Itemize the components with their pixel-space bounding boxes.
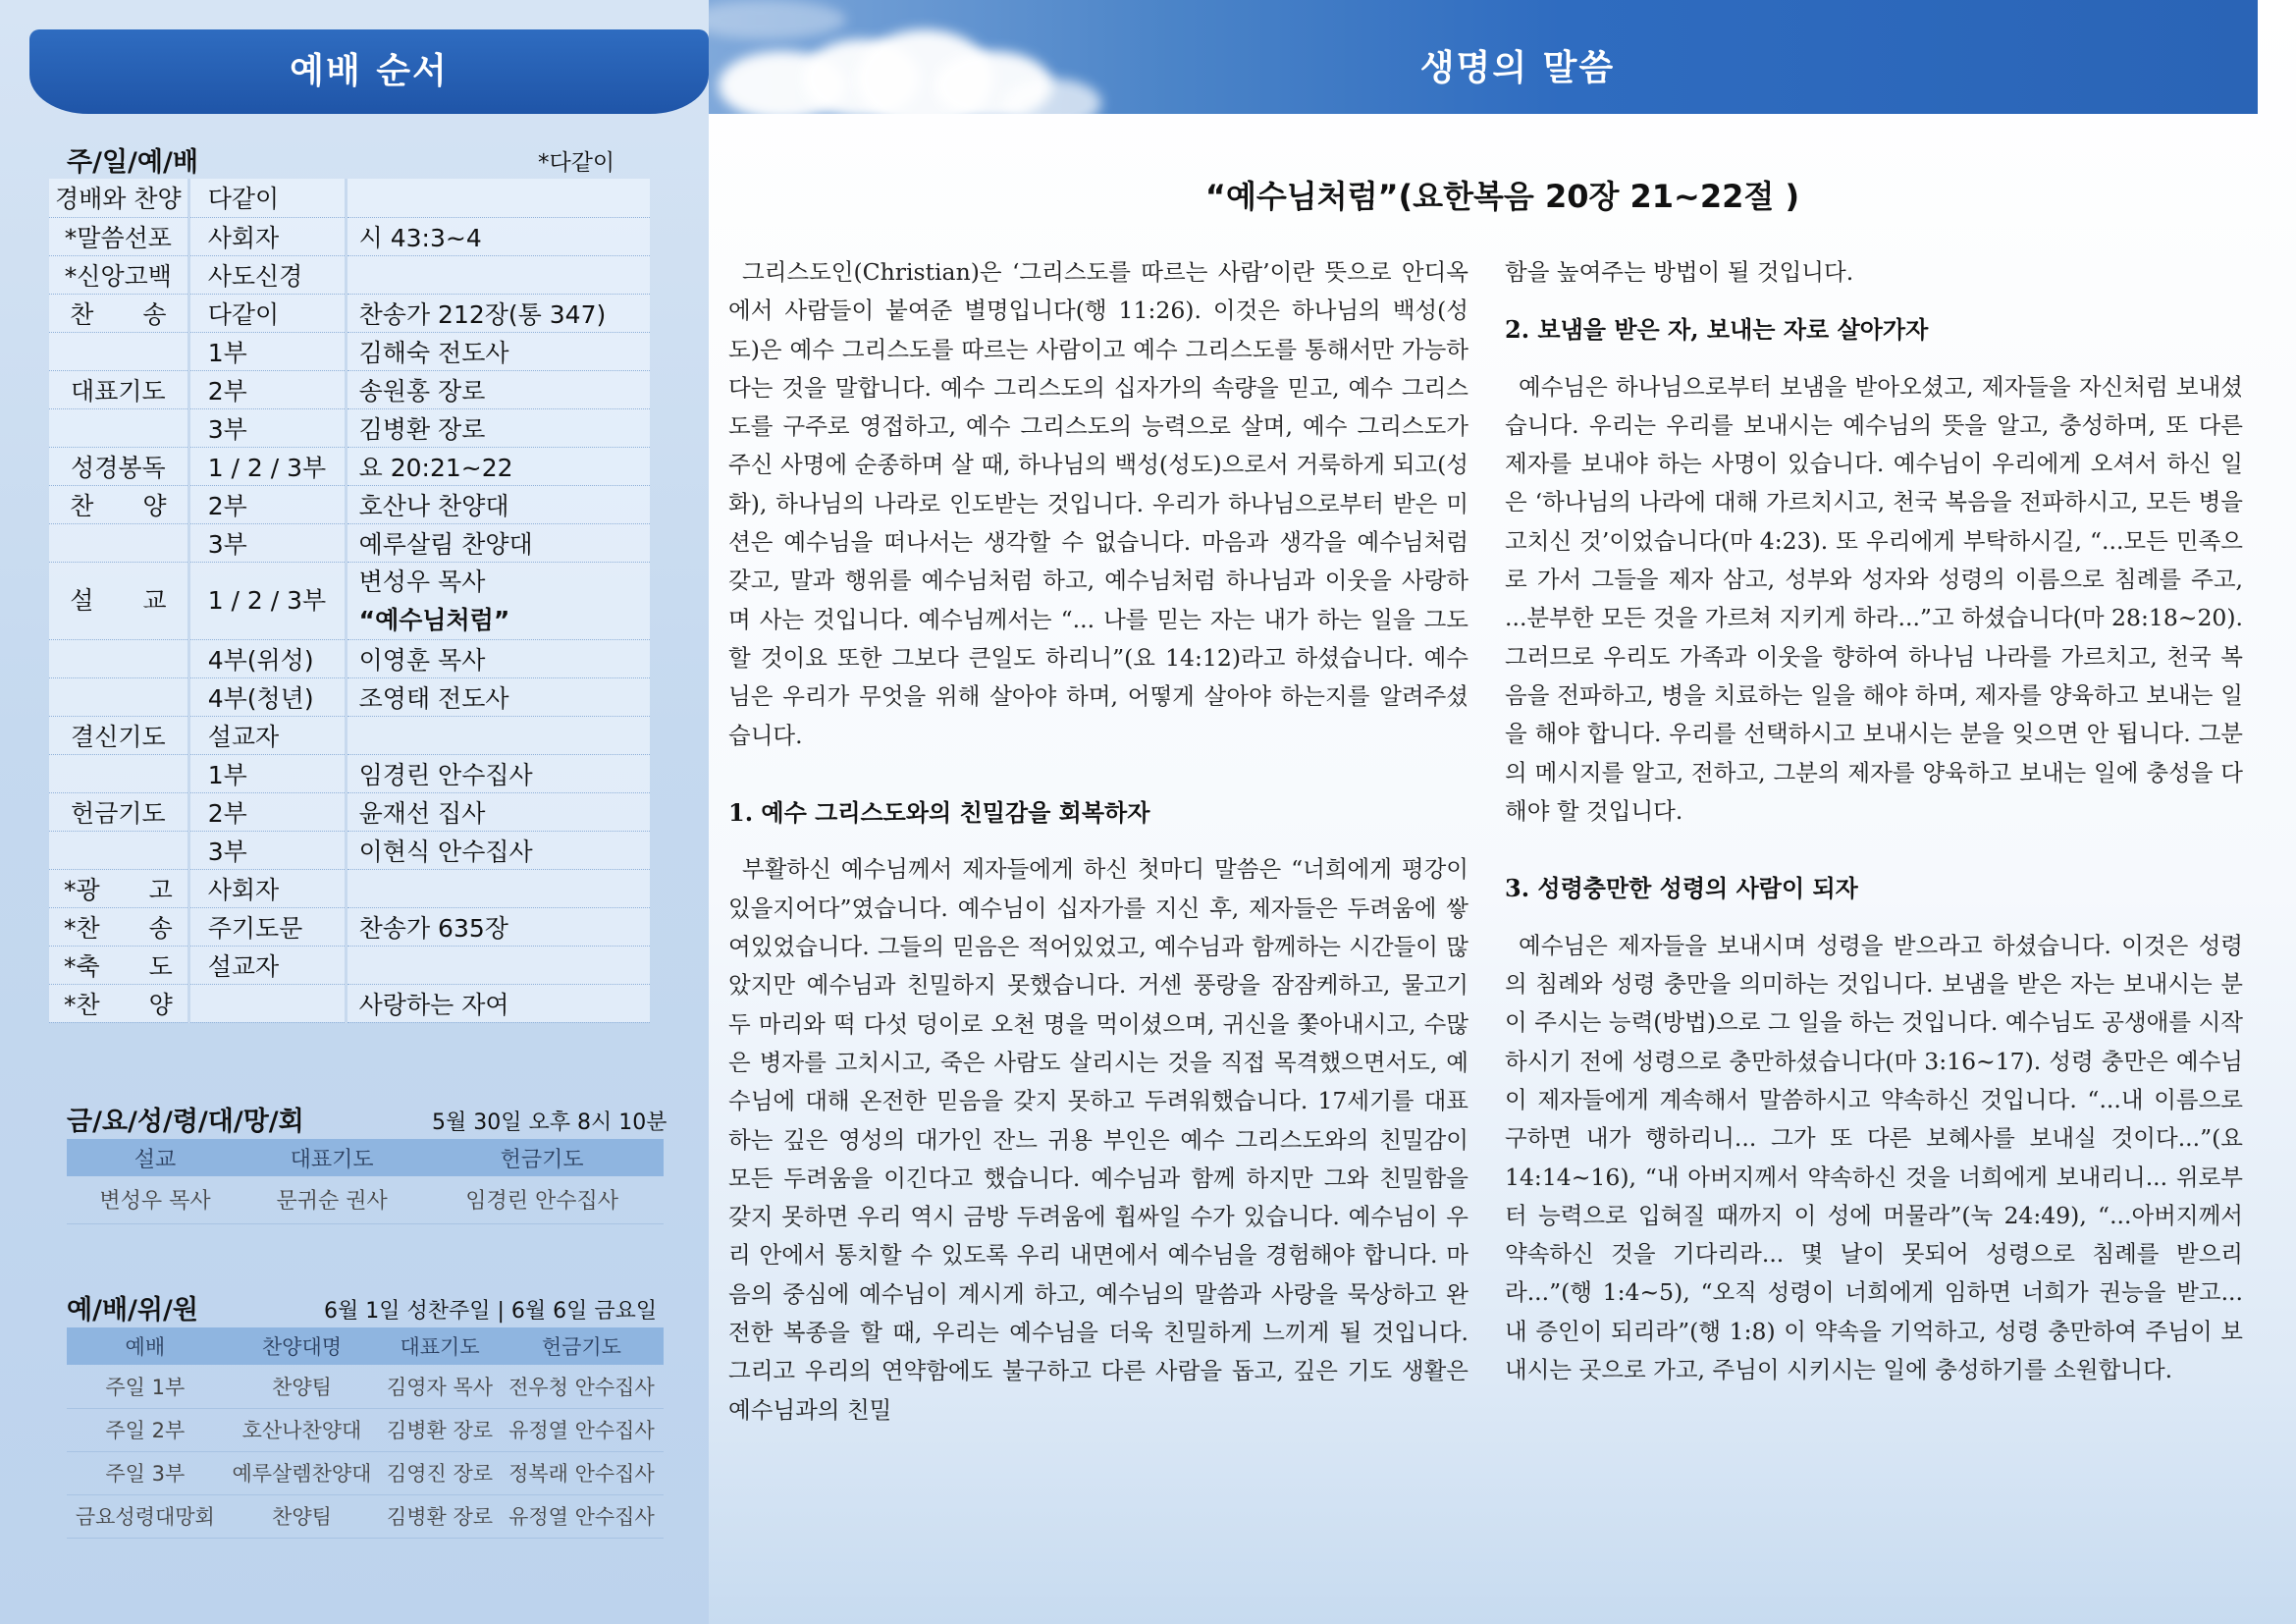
sunday-note: *다같이	[538, 150, 615, 176]
order-detail: 사랑하는 자여	[346, 984, 650, 1022]
order-detail: 조영태 전도사	[346, 677, 650, 716]
order-row	[49, 485, 650, 523]
sermon-paragraph: 함을 높여주는 방법이 될 것입니다.	[1505, 258, 1854, 286]
committee-title: 예/배/위/원	[67, 1295, 198, 1326]
table-cell: 문귀순 권사	[243, 1176, 420, 1223]
order-detail	[346, 255, 650, 294]
order-leader: 3부	[188, 408, 346, 447]
order-leader: 2부	[188, 792, 346, 831]
table-cell: 유정열 안수집사	[500, 1408, 664, 1451]
table-cell: 정복래 안수집사	[500, 1451, 664, 1494]
order-row	[49, 179, 650, 217]
order-row	[49, 639, 650, 677]
order-item	[49, 677, 188, 716]
order-detail: 윤재선 집사	[346, 792, 650, 831]
table-cell: 전우청 안수집사	[500, 1365, 664, 1408]
table-header-row	[67, 1327, 664, 1365]
order-leader: 1부	[188, 754, 346, 792]
order-item: *광 고	[49, 869, 188, 907]
order-detail: 시 43:3~4	[346, 217, 650, 255]
table-row	[67, 1176, 664, 1223]
order-item	[49, 332, 188, 370]
sermon-section-title: 생명의 말씀	[1419, 48, 1616, 88]
sermon-column-right	[1505, 253, 2243, 1389]
column-header: 찬양대명	[224, 1327, 381, 1365]
order-row	[49, 984, 650, 1022]
order-detail	[346, 946, 650, 984]
sunday-worship-title: 주/일/예/배	[67, 147, 198, 178]
order-detail: 임경린 안수집사	[346, 754, 650, 792]
order-detail: 요 20:21~22	[346, 447, 650, 485]
order-row	[49, 255, 650, 294]
worship-order-header: 예배 순서	[29, 29, 709, 114]
table-row	[67, 1451, 664, 1494]
order-detail: 찬송가 212장(통 347)	[346, 294, 650, 332]
column-header: 헌금기도	[500, 1327, 664, 1365]
table-cell: 주일 3부	[67, 1451, 224, 1494]
order-detail	[346, 716, 650, 754]
order-item: 대표기도	[49, 370, 188, 408]
column-header: 설교	[67, 1139, 243, 1176]
column-header: 예배	[67, 1327, 224, 1365]
table-cell: 찬양팀	[224, 1494, 381, 1538]
order-leader: 설교자	[188, 946, 346, 984]
order-leader: 2부	[188, 370, 346, 408]
table-row	[67, 1408, 664, 1451]
column-header: 대표기도	[243, 1139, 420, 1176]
order-leader: 4부(청년)	[188, 677, 346, 716]
order-item: *말씀선포	[49, 217, 188, 255]
order-row	[49, 294, 650, 332]
order-item	[49, 523, 188, 562]
order-row	[49, 217, 650, 255]
sermon-paragraph: 그리스도인(Christian)은 ‘그리스도를 따르는 사람’이란 뜻으로 안디옥에서 사람들이 붙여준 별명입니다(행 11:26). 이것은 하나님의 백성(성도)은 예수 그리스도를 따르는 사람이고 예수 그리스도를 통해서만 가능하다는 것을 말합니다. 예수 그리스도의 십자가의 속량을 믿고, 예수 그리스도를 구주로 영접하고, 예수 그리스도의 능력으로 살며, 예수 그리스도가 주신 사명에 순종하며 살 때, 하나님의 백성(성도)으로서 거룩하게 되고(성화), 하나님의 나라로 인도받는 것입니다. 우리가 하나님으로부터 받은 미션은 예수님을 떠나서는 생각할 수 없습니다. 마음과 생각을 예수님처럼 갖고, 말과 행위를 예수님처럼 하고, 예수님처럼 하나님과 이웃을 사랑하며 사는 것입니다. 예수님께서는 “... 나를 믿는 자는 내가 하는 일을 그도 할 것이요 또한 그보다 큰일도 하리니”(요 14:12)라고 하셨습니다. 예수님은 우리가 무엇을 위해 살아야 하며, 어떻게 살아야 하는지를 알려주셨습니다.	[728, 258, 1468, 749]
order-leader: 1 / 2 / 3부	[188, 447, 346, 485]
spacer	[1505, 350, 2243, 368]
order-row	[49, 754, 650, 792]
order-detail: 송원홍 장로	[346, 370, 650, 408]
table-cell: 임경린 안수집사	[420, 1176, 664, 1223]
order-item: *신앙고백	[49, 255, 188, 294]
order-detail: 예루살림 찬양대	[346, 523, 650, 562]
table-cell: 예루살렘찬양대	[224, 1451, 381, 1494]
spacer	[1505, 292, 2243, 310]
order-leader: 3부	[188, 523, 346, 562]
table-cell: 변성우 목사	[67, 1176, 243, 1223]
sermon-column-left	[728, 253, 1468, 1430]
order-item: *찬 송	[49, 907, 188, 946]
order-row	[49, 792, 650, 831]
order-row	[49, 831, 650, 869]
spacer	[728, 832, 1468, 850]
order-item	[49, 831, 188, 869]
order-row	[49, 907, 650, 946]
table-row	[67, 1494, 664, 1538]
sermon-paragraph: 부활하신 예수님께서 제자들에게 하신 첫마디 말씀은 “너희에게 평강이 있을지어다”였습니다. 예수님이 십자가를 지신 후, 제자들은 두려움에 쌓여있었습니다. 그들의 믿음은 적어있었고, 예수님과 함께하는 시간들이 많았지만 예수님과 친밀하지 못했습니다. 거센 풍랑을 잠잠케하고, 물고기 두 마리와 떡 다섯 덩이로 오천 명을 먹이셨으며, 귀신을 쫓아내시고, 수많은 병자를 고치시고, 죽은 사람도 살리시는 것을 직접 목격했으면서도, 예수님에 대해 온전한 믿음을 갖지 못하고 두려워했습니다. 17세기를 대표하는 깊은 영성의 대가인 잔느 귀용 부인은 예수 그리스도와의 친밀감이 모든 두려움을 이긴다고 했습니다. 예수님과 함께 하지만 그와 친밀함을 갖지 못하면 우리 역시 금방 두려움에 휩싸일 수가 있습니다. 예수님이 우리 안에서 통치할 수 있도록 우리 내면에서 예수님을 경험해야 합니다. 마음의 중심에 예수님이 계시게 하고, 예수님의 말씀과 사랑을 묵상하고 완전한 복종을 할 때, 우리는 예수님을 더욱 친밀하게 느끼게 될 것입니다. 그리고 우리의 연약함에도 불구하고 다른 사람을 돕고, 깊은 기도 생활은 예수님과의 친밀	[728, 855, 1468, 1424]
order-detail	[346, 179, 650, 217]
order-row	[49, 562, 650, 639]
spacer	[728, 755, 1468, 793]
order-leader	[188, 984, 346, 1022]
table-cell: 김병환 장로	[380, 1408, 500, 1451]
order-item: *찬 양	[49, 984, 188, 1022]
order-leader: 주기도문	[188, 907, 346, 946]
sermon-subheading: 2. 보냄을 받은 자, 보내는 자로 살아가자	[1505, 315, 1929, 345]
order-item: 설 교	[49, 562, 188, 639]
order-item	[49, 408, 188, 447]
order-leader: 사회자	[188, 217, 346, 255]
table-header-row	[67, 1139, 664, 1176]
order-detail: 김병환 장로	[346, 408, 650, 447]
table-cell: 김영자 목사	[380, 1365, 500, 1408]
order-detail	[346, 869, 650, 907]
order-leader: 3부	[188, 831, 346, 869]
column-header: 헌금기도	[420, 1139, 664, 1176]
order-item: 찬 송	[49, 294, 188, 332]
order-item: *축 도	[49, 946, 188, 984]
preacher-name: 변성우 목사	[358, 567, 486, 596]
order-item: 경배와 찬양	[49, 179, 188, 217]
order-row	[49, 677, 650, 716]
order-leader: 다같이	[188, 179, 346, 217]
table-row	[67, 1365, 664, 1408]
order-row	[49, 523, 650, 562]
table-cell: 김영진 장로	[380, 1451, 500, 1494]
order-row	[49, 716, 650, 754]
friday-service-title: 금/요/성/령/대/망/회	[67, 1107, 304, 1137]
order-item: 성경봉독	[49, 447, 188, 485]
order-item	[49, 639, 188, 677]
table-cell: 주일 1부	[67, 1365, 224, 1408]
order-row	[49, 332, 650, 370]
order-detail: 이영훈 목사	[346, 639, 650, 677]
order-leader: 사도신경	[188, 255, 346, 294]
sermon-paragraph: 예수님은 하나님으로부터 보냄을 받아오셨고, 제자들을 자신처럼 보내셨습니다. 우리는 우리를 보내시는 예수님의 뜻을 알고, 충성하며, 또 다른 제자를 보내야 하는 사명이 있습니다. 예수님이 우리에게 오셔서 하신 일은 ‘하나님의 나라에 대해 가르치시고, 천국 복음을 전파하시고, 모든 병을 고치신 것’이었습니다(마 4:23). 또 우리에게 부탁하시길, “...모든 민족으로 가서 그들을 제자 삼고, 성부와 성자와 성령의 이름으로 침례를 주고, ...분부한 모든 것을 가르쳐 지키게 하라...”고 하셨습니다(마 28:18~20). 그러므로 우리도 가족과 이웃을 향하여 하나님 나라를 가르치고, 천국 복음을 전파하고, 병을 치료하는 일을 해야 하며, 제자를 양육하고 보내는 일을 해야 합니다. 우리를 선택하시고 보내시는 분을 잊으면 안 됩니다. 그분의 메시지를 알고, 전하고, 그분의 제자를 양육하고 보내는 일에 충성을 다해야 할 것입니다.	[1505, 372, 2243, 825]
order-row	[49, 869, 650, 907]
order-item: 결신기도	[49, 716, 188, 754]
committee-date: 6월 1일 성찬주일 | 6월 6일 금요일	[324, 1299, 658, 1324]
order-item	[49, 754, 188, 792]
order-leader: 설교자	[188, 716, 346, 754]
table-cell: 호산나찬양대	[224, 1408, 381, 1451]
order-detail: 김해숙 전도사	[346, 332, 650, 370]
order-detail: 이현식 안수집사	[346, 831, 650, 869]
sermon-subheading: 3. 성령충만한 성령의 사람이 되자	[1505, 874, 1858, 903]
sunday-order-table	[49, 179, 650, 1023]
order-leader: 1부	[188, 332, 346, 370]
table-cell: 유정열 안수집사	[500, 1494, 664, 1538]
order-row	[49, 946, 650, 984]
sermon-cell	[346, 562, 650, 639]
sermon-title: “예수님처럼”(요한복음 20장 21~22절 )	[1204, 178, 1800, 215]
friday-service-table	[67, 1139, 664, 1224]
table-cell: 주일 2부	[67, 1408, 224, 1451]
sermon-paragraph: 예수님은 제자들을 보내시며 성령을 받으라고 하셨습니다. 이것은 성령의 침례와 성령 충만을 의미하는 것입니다. 보냄을 받은 자는 보내시는 분이 주시는 능력(방법)으로 그 일을 하는 것입니다. 예수님도 공생애를 시작하시기 전에 성령으로 충만하셨습니다(마 3:16~17). 성령 충만은 예수님이 제자들에게 계속해서 말씀하시고 약속하신 것입니다. “...내 이름으로 구하면 내가 행하리니... 그가 또 다른 보혜사를 보내실 것이다...”(요 14:14~16), “내 아버지께서 약속하신 것을 너희에게 보내리니... 위로부터 능력으로 입혀질 때까지 이 성에 머물라”(눅 24:49), “...아버지께서 약속하신 것을 기다리라... 몇 날이 못되어 성령으로 침례를 받으리라...”(행 1:4~5), “오직 성령이 너희에게 임하면 너희가 권능을 받고... 내 증인이 되리라”(행 1:8) 이 약속을 기억하고, 성령 충만하여 주님이 보내시는 곳으로 가고, 주님이 시키시는 일에 충성하기를 소원합니다.	[1505, 931, 2243, 1384]
order-leader: 2부	[188, 485, 346, 523]
column-header: 대표기도	[380, 1327, 500, 1365]
order-leader: 1 / 2 / 3부	[188, 562, 346, 639]
committee-table	[67, 1327, 664, 1539]
sermon-subheading: 1. 예수 그리스도와의 친밀감을 회복하자	[728, 798, 1150, 828]
table-cell: 김병환 장로	[380, 1494, 500, 1538]
order-item: 헌금기도	[49, 792, 188, 831]
order-leader: 다같이	[188, 294, 346, 332]
order-leader: 사회자	[188, 869, 346, 907]
table-cell: 찬양팀	[224, 1365, 381, 1408]
order-row	[49, 447, 650, 485]
order-detail: 호산나 찬양대	[346, 485, 650, 523]
friday-service-date: 5월 30일 오후 8시 10분	[432, 1110, 667, 1135]
order-leader: 4부(위성)	[188, 639, 346, 677]
worship-order-panel	[0, 0, 709, 1624]
order-row	[49, 408, 650, 447]
order-row	[49, 370, 650, 408]
spacer	[1505, 908, 2243, 927]
sermon-short-title: “예수님처럼”	[358, 605, 510, 634]
table-cell: 금요성령대망회	[67, 1494, 224, 1538]
order-detail: 찬송가 635장	[346, 907, 650, 946]
order-item: 찬 양	[49, 485, 188, 523]
spacer	[1505, 831, 2243, 869]
